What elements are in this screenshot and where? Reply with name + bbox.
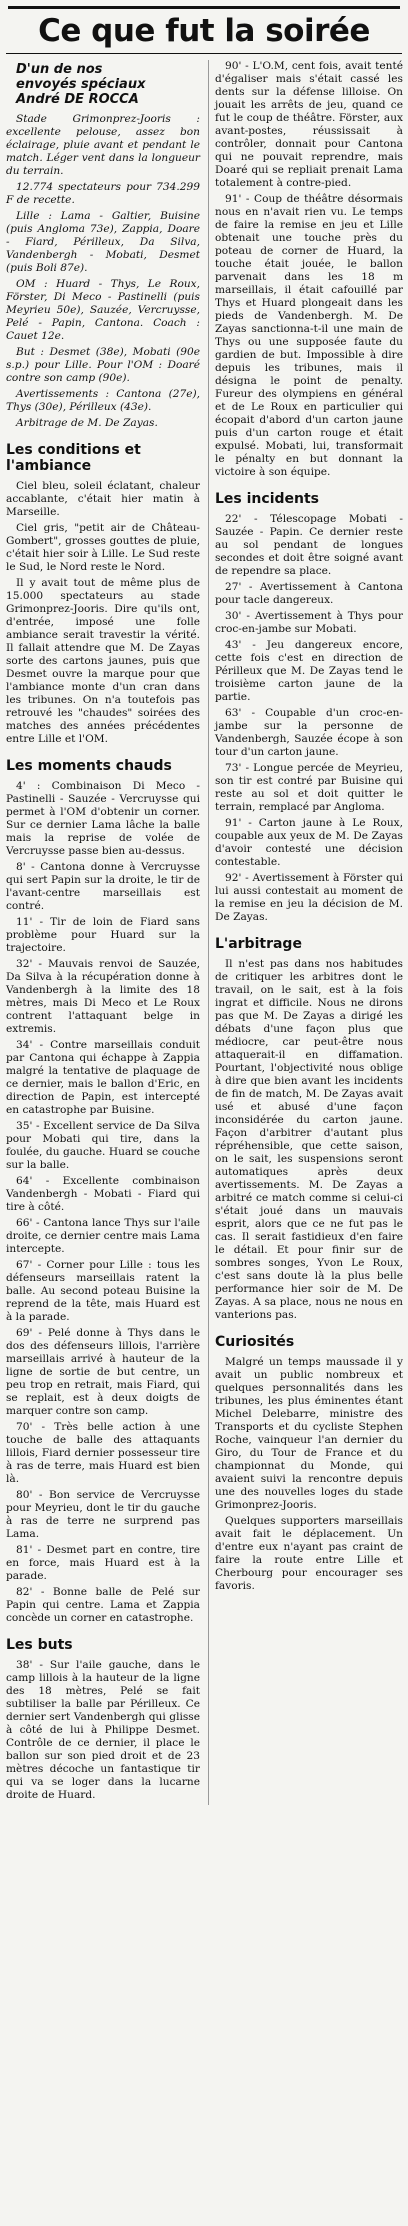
moment-item: 34' - Contre marseillais conduit par Cantona qui échappe à Zappia malgré la tentative de plaquage de ce dernier, mais le ballon d'Eric, en direction de Papin, est intercepté en catastrophe par Buisine. — [6, 1039, 200, 1116]
fiche-om: OM : Huard - Thys, Le Roux, Förster, Di Meco - Pastinelli (puis Meyrieu 50e), Sauzée, Vercruysse, Pelé - Papin, Cantona. Coach : Cauet 12e. — [6, 278, 200, 342]
incident-item: 27' - Avertissement à Cantona pour tacle dangereux. — [215, 581, 403, 606]
fiche-buts: But : Desmet (38e), Mobati (90e s.p.) pour Lille. Pour l'OM : Doaré contre son camp (90e). — [6, 346, 200, 384]
moment-item: 80' - Bon service de Vercruysse pour Meyrieu, dont le tir du gauche à ras de terre ne surprend pas Lama. — [6, 1489, 200, 1540]
moment-item: 35' - Excellent service de Da Silva pour Mobati qui tire, dans la foulée, du gauche. Huard se couche sur la balle. — [6, 1120, 200, 1171]
fiche-spectateurs: 12.774 spectateurs pour 734.299 F de recette. — [6, 181, 200, 206]
headline: Ce que fut la soirée — [6, 11, 402, 54]
section-title-arbitrage: L'arbitrage — [215, 936, 302, 952]
moment-item: 81' - Desmet part en contre, tire en force, mais Huard est à la parade. — [6, 1544, 200, 1582]
moment-item: 70' - Très belle action à une touche de balle des attaquants lillois, Fiard dernier possesseur tire à ras de terre, mais Huard est bien là. — [6, 1421, 200, 1485]
moment-item: 67' - Corner pour Lille : tous les défenseurs marseillais ratent la balle. Au second poteau Buisine la reprend de la tête, mais Huard est à la parade. — [6, 1259, 200, 1323]
section-title-curiosites: Curiosités — [215, 1334, 295, 1350]
article-columns — [6, 60, 402, 1805]
ambiance-para: Ciel bleu, soleil éclatant, chaleur accablante, c'était hier matin à Marseille. — [6, 480, 200, 518]
fiche-stade: Stade Grimonprez-Jooris : excellente pelouse, assez bon éclairage, pluie avant et pendant le match. Léger vent dans la longueur du terrain. — [6, 113, 200, 177]
moment-item: 64' - Excellente combinaison Vandenbergh - Mobati - Fiard qui tire à côté. — [6, 1175, 200, 1213]
incident-item: 63' - Coupable d'un croc-en-jambe sur la personne de Vandenbergh, Sauzée écope à son tour d'un carton jaune. — [215, 707, 403, 758]
moment-item: 69' - Pelé donne à Thys dans le dos des défenseurs lillois, l'arrière marseillais arrivé à hauteur de la ligne de sortie de but centre, un peu trop en retrait, mais Fiard, qui se replait, est à deux doigts de marquer contre son camp. — [6, 1327, 200, 1417]
incident-item: 22' - Télescopage Mobati - Sauzée - Papin. Ce dernier reste au sol pendant de longues secondes et doit être soigné avant de rependre sa place. — [215, 513, 403, 577]
match-fiche — [6, 113, 200, 430]
moment-item: 4' : Combinaison Di Meco - Pastinelli - Sauzée - Vercruysse qui permet à l'OM d'obtenir un corner. Sur ce dernier Lama lâche la balle mais la reprise de volée de Vercruysse passe bien au-dessus. — [6, 780, 200, 857]
fiche-avertissements: Avertissements : Cantona (27e), Thys (30e), Périlleux (43e). — [6, 388, 200, 413]
moment-item: 66' - Cantona lance Thys sur l'aile droite, ce dernier centre mais Lama intercepte. — [6, 1217, 200, 1255]
moment-item: 8' - Cantona donne à Vercruysse qui sert Papin sur la droite, le tir de l'avant-centre marseillais est contré. — [6, 861, 200, 912]
ambiance-para: Il y avait tout de même plus de 15.000 spectateurs au stade Grimonprez-Jooris. Dire qu'ils ont, d'entrée, imposé une folle ambiance serait travestir la vérité. Il fallait attendre que M. De Zayas sorte des cartons jaunes, puis que Desmet ouvre la marque pour que l'ambiance monte d'un cran dans les tribunes. On n'a toutefois pas retrouvé les "chaudes" soirées des matches des années précédentes entre Lille et l'OM. — [6, 577, 200, 745]
left-column — [6, 60, 200, 1805]
section-title-moments: Les moments chauds — [6, 758, 172, 774]
right-column — [208, 60, 403, 1805]
fiche-arbitrage: Arbitrage de M. De Zayas. — [16, 417, 158, 429]
incident-item: 91' - Carton jaune à Le Roux, coupable aux yeux de M. De Zayas d'avoir contesté une décision contestable. — [215, 817, 403, 868]
incident-item: 30' - Avertissement à Thys pour croc-en-jambe sur Mobati. — [215, 610, 403, 635]
but-item: 90' - L'O.M, cent fois, avait tenté d'égaliser mais s'était cassé les dents sur la défense lilloise. On jouait les arrêts de jeu, quand ce fut le coup de théâtre. Förster, aux avant-postes, réussissait à contrôler, donnait pour Cantona qui ne pouvait reprendre, mais Doaré qui se repliait prenait Lama totalement à contre-pied. — [215, 60, 403, 189]
section-title-buts: Les buts — [6, 1637, 73, 1653]
byline-line2: envoyés spéciaux — [16, 77, 146, 92]
curiosites-para: Malgré un temps maussade il y avait un public nombreux et quelques personnalités dans les tribunes, les plus éminentes étant Michel Delebarre, ministre des Transports et du cycliste Stephen Roche, vainqueur l'an dernier du Giro, du Tour de France et du championnat du Monde, qui avaient suivi la rencontre depuis une des nouvelles loges du stade Grimonprez-Jooris. — [215, 1356, 403, 1511]
section-title-incidents: Les incidents — [215, 491, 319, 507]
byline-line3: André DE ROCCA — [16, 92, 139, 107]
but-item: 91' - Coup de théâtre désormais nous en n'avait rien vu. Le temps de faire la remise en jeu et Lille obtenait une touche près du poteau de corner de Huard, la touche était jouée, le ballon parvenait dans les 18 m marseillais, il était cafouillé par Thys et Huard plongeait dans les pieds de Vandenbergh. M. De Zayas sanctionna-t-il une main de Thys ou une supposée faute du gardien de but. Impossible à dire depuis les tribunes, mais il désigna le point de penalty. Fureur des olympiens en général et de Le Roux en particulier qui écopait d'abord d'un carton jaune puis d'un carton rouge et était expulsé. Mobati, lui, transformait le pénalty en but donnant la victoire à son équipe. — [215, 193, 403, 478]
moment-item: 82' - Bonne balle de Pelé sur Papin qui centre. Lama et Zappia concède un corner en catastrophe. — [6, 1586, 200, 1624]
curiosites-para: Quelques supporters marseillais avait fait le déplacement. Un d'entre eux n'ayant pas craint de faire la route entre Lille et Cherbourg pour encourager ses favoris. — [215, 1515, 403, 1592]
incident-item: 73' - Longue percée de Meyrieu, son tir est contré par Buisine qui reste au sol et doit quitter le terrain, remplacé par Angloma. — [215, 762, 403, 813]
moment-item: 32' - Mauvais renvoi de Sauzée, Da Silva à la récupération donne à Vandenbergh à la limite des 18 mètres, mais Di Meco et Le Roux contrent l'attaquant belge in extremis. — [6, 958, 200, 1035]
ambiance-para: Ciel gris, "petit air de Château-Gombert", grosses gouttes de pluie, c'était hier soir à Lille. Le Sud reste le Sud, le Nord reste le Nord. — [6, 522, 200, 573]
but-item: 38' - Sur l'aile gauche, dans le camp lillois à la hauteur de la ligne des 18 mètres, Pelé se fait subtiliser la balle par Périlleux. Ce dernier sert Vandenbergh qui glisse à côté de lui à Philippe Desmet. Contrôle de ce dernier, il place le ballon sur son pied droit et de 23 mètres décoche un fantastique tir qui va se loger dans la lucarne droite de Huard. — [6, 1659, 200, 1801]
incident-item: 92' - Avertissement à Förster qui lui aussi contestait au moment de la remise en jeu la décision de M. De Zayas. — [215, 872, 403, 923]
moment-item: 11' - Tir de loin de Fiard sans problème pour Huard sur la trajectoire. — [6, 916, 200, 954]
arbitrage-para: Il n'est pas dans nos habitudes de critiquer les arbitres dont le travail, on le sait, est à la fois ingrat et difficile. Nous ne dirons pas que M. De Zayas a dirigé les débats d'une façon plus que médiocre, car peut-être nous attaquerait-il en diffamation. Pourtant, l'objectivité nous oblige à dire que bien avant les incidents de fin de match, M. De Zayas avait usé et abusé d'une façon inconsidérée du carton jaune. Façon d'arbitrer d'autant plus répréhensible, que cette saison, on le sait, les suspensions seront automatiques après deux avertissements. M. De Zayas a arbitré ce match comme si celui-ci s'était joué dans un mauvais esprit, alors que ce ne fut pas le cas. Il serait fastidieux d'en faire le détail. Et pour finir sur de sombres songes, Yvon Le Roux, c'est sans doute là la plus belle performance hier soir de M. De Zayas. A sa place, nous ne nous en vanterions pas. — [215, 958, 403, 1321]
byline-line1: D'un de nos — [16, 62, 103, 77]
top-rule — [8, 6, 400, 9]
section-title-ambiance: Les conditions et l'ambiance — [6, 442, 141, 474]
fiche-lille: Lille : Lama - Galtier, Buisine (puis Angloma 73e), Zappia, Doare - Fiard, Périlleux, Da Silva, Vandenbergh - Mobati, Desmet (puis Boli 87e). — [6, 210, 200, 274]
incident-item: 43' - Jeu dangereux encore, cette fois c'est en direction de Périlleux que M. De Zayas tend le troisième carton jaune de la partie. — [215, 639, 403, 703]
byline — [16, 62, 200, 107]
